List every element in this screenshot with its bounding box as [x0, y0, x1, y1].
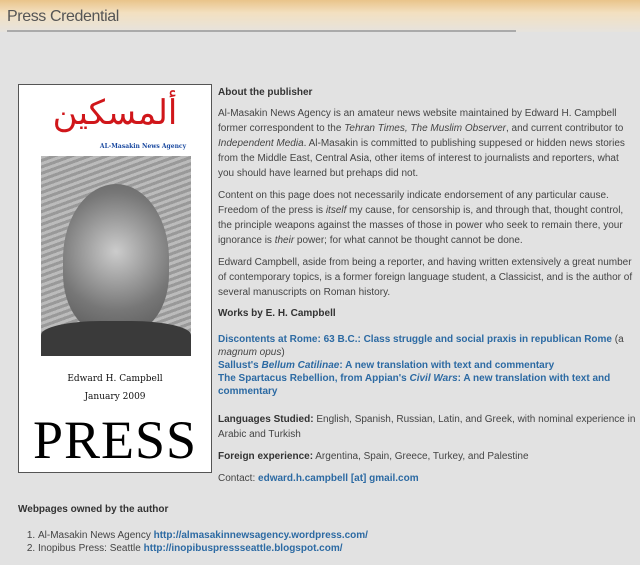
webpages-heading: Webpages owned by the author: [18, 504, 169, 515]
foreign-experience: Foreign experience: Argentina, Spain, Greece, Turkey, and Palestine: [218, 451, 529, 462]
contact-email-link[interactable]: edward.h.campbell [at] gmail.com: [258, 473, 419, 484]
works-heading: Works by E. H. Campbell: [218, 308, 336, 319]
about-paragraph-3: Edward Campbell, aside from being a reporter, and having written extensively a great number of contemporary topics, is a former foreign language student, a Classicist, and is the author of several manuscripts on Roman history.: [218, 257, 633, 298]
work-link-sallust[interactable]: Sallust's Bellum Catilinae: A new translation with text and commentary: [218, 360, 555, 371]
webpages-list: [38, 529, 640, 555]
webpage-link-inopibus[interactable]: http://inopibuspressseattle.blogspot.com/: [143, 543, 343, 554]
press-label: PRESS: [32, 410, 198, 470]
contact: Contact: edward.h.campbell [at] gmail.com: [218, 473, 419, 484]
header-divider: [7, 30, 516, 32]
work-item: [218, 359, 636, 372]
about-heading: About the publisher: [218, 87, 313, 98]
about-paragraph-2: Content on this page does not necessarily indicate endorsement of any particular cause. Freedom of the press is itself my cause, for censorship is, and through that, thought control, the principle weapons against the masses of those in power who seek to remain there, your ignorance is their power; for what cannot be thought cannot be done.: [218, 190, 624, 246]
list-item: 1. Al-Masakin News Agency http://almasakinnewsagency.wordpress.com/: [38, 529, 640, 542]
work-item: Discontents at Rome: 63 B.C.: Class struggle and social praxis in republican Rome (a magnum opus): [218, 334, 624, 358]
portrait-head: [63, 184, 169, 334]
press-credential-card: [18, 84, 212, 473]
arabic-logo: ألمسكين: [52, 93, 178, 133]
page-title: Press Credential: [7, 8, 119, 25]
list-item: 2. Inopibus Press: Seattle http://inopibuspressseattle.blogspot.com/: [38, 542, 640, 555]
agency-name: AL-Masakin News Agency: [99, 143, 187, 150]
page-header: [0, 0, 640, 32]
works-list: [218, 333, 636, 398]
webpage-link-almasakin[interactable]: http://almasakinnewsagency.wordpress.com/: [153, 530, 368, 541]
work-link-spartacus[interactable]: The Spartacus Rebellion, from Appian's Civil Wars: A new translation with text and commentary: [218, 373, 611, 397]
work-link-discontents[interactable]: Discontents at Rome: 63 B.C.: Class struggle and social praxis in republican Rome: [218, 334, 612, 345]
content-area: [0, 84, 640, 493]
publisher-info: [218, 86, 636, 493]
about-paragraph-1: Al-Masakin News Agency is an amateur news website maintained by Edward H. Campbell former correspondent to the Tehran Times, The Muslim Observer, and current contributor to Independent Media. Al-Masakin is committed to publishing suppesed or hidden news stories from the Middle East, Central Asia, other items of interest to journalists and reporters, what you should have learned but prehaps did not.: [218, 108, 625, 179]
webpages-section: [0, 503, 640, 565]
credential-date: January 2009: [84, 392, 146, 402]
languages-studied: Languages Studied: English, Spanish, Russian, Latin, and Greek, with nominal experience in Arabic and Turkish: [218, 414, 636, 440]
portrait-photo: [41, 156, 191, 356]
portrait-shirt: [41, 321, 191, 356]
work-item: [218, 372, 636, 398]
credential-name: Edward H. Campbell: [67, 374, 163, 384]
